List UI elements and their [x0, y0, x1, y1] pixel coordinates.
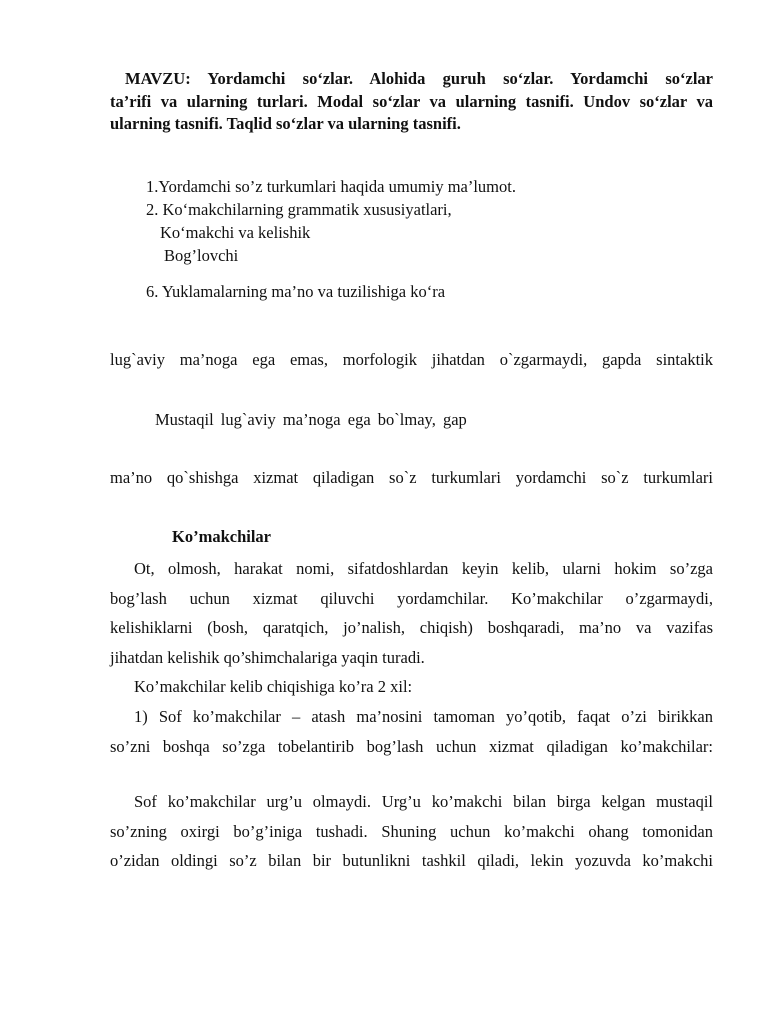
paragraph: [110, 702, 713, 761]
title-line: MAVZU: Yordamchi so‘zlar. Alohida guruh so‘zlar. Yordamchi so‘zlar: [125, 69, 713, 88]
paragraph-line: Ko’makchilar kelib chiqishiga ko’ra 2 xil:: [134, 677, 413, 696]
topic-outline: [146, 175, 516, 267]
text-fragment: ma’no qo`shishga xizmat qiladigan so`z turkumlari yordamchi so`z turkumlari: [110, 468, 713, 487]
paragraph-line: Sof ko’makchilar urg’u olmaydi. Urg’u ko’makchi bilan birga kelgan mustaqil: [134, 792, 713, 811]
paragraph-line: so’zning oxirgi bo’g’iniga tushadi. Shuning uchun ko’makchi ohang tomonidan: [110, 821, 713, 841]
paragraph: [110, 554, 713, 672]
text-fragment: Mustaqil lug`aviy ma’noga ega bo`lmay, gap: [155, 410, 467, 429]
outline-subitem: Ko‘makchi va kelishik: [160, 223, 311, 242]
title-line: ta’rifi va ularning turlari. Modal so‘zlar va ularning tasnifi. Undov so‘zlar va: [110, 91, 713, 111]
paragraph: [110, 787, 713, 876]
outline-item-1: 1.Yordamchi so’z turkumlari haqida umumiy ma’lumot.: [146, 177, 516, 196]
paragraph: [110, 672, 713, 702]
paragraph-line: bog’lash uchun xizmat qiluvchi yordamchilar. Ko’makchilar o’zgarmaydi,: [110, 588, 713, 608]
paragraph-line: Ot, olmosh, harakat nomi, sifatdoshlardan keyin kelib, ularni hokim so’zga: [134, 559, 713, 578]
paragraph-line: o’zidan oldingi so’z bilan bir butunlikni tashkil qiladi, lekin yozuvda ko’makchi: [110, 851, 713, 870]
paragraph-line: kelishiklarni (bosh, qaratqich, jo’nalish, chiqish) boshqaradi, ma’no va vazifas: [110, 618, 713, 637]
title-line: ularning tasnifi. Taqlid so‘zlar va ularning tasnifi.: [110, 114, 461, 133]
outline-item-2: 2. Ko‘makchilarning grammatik xususiyatlari,: [146, 200, 452, 219]
text-fragment: lug`aviy ma’noga ega emas, morfologik jihatdan o`zgarmaydi, gapda sintaktik: [110, 350, 713, 369]
outline-item-6: 6. Yuklamalarning ma’no va tuzilishiga ko‘ra: [146, 282, 446, 301]
section-heading: Ko’makchilar: [172, 527, 271, 546]
outline-subitem: Bog’lovchi: [164, 246, 239, 265]
document-title: [110, 68, 713, 136]
paragraph-line: 1) Sof ko’makchilar – atash ma’nosini tamoman yo’qotib, faqat o’zi birikkan: [134, 707, 713, 726]
paragraph-line: so’zni boshqa so’zga tobelantirib bog’lash uchun xizmat qiladigan ko’makchilar:: [110, 736, 713, 756]
paragraph-line: jihatdan kelishik qo’shimchalariga yaqin turadi.: [110, 647, 425, 667]
